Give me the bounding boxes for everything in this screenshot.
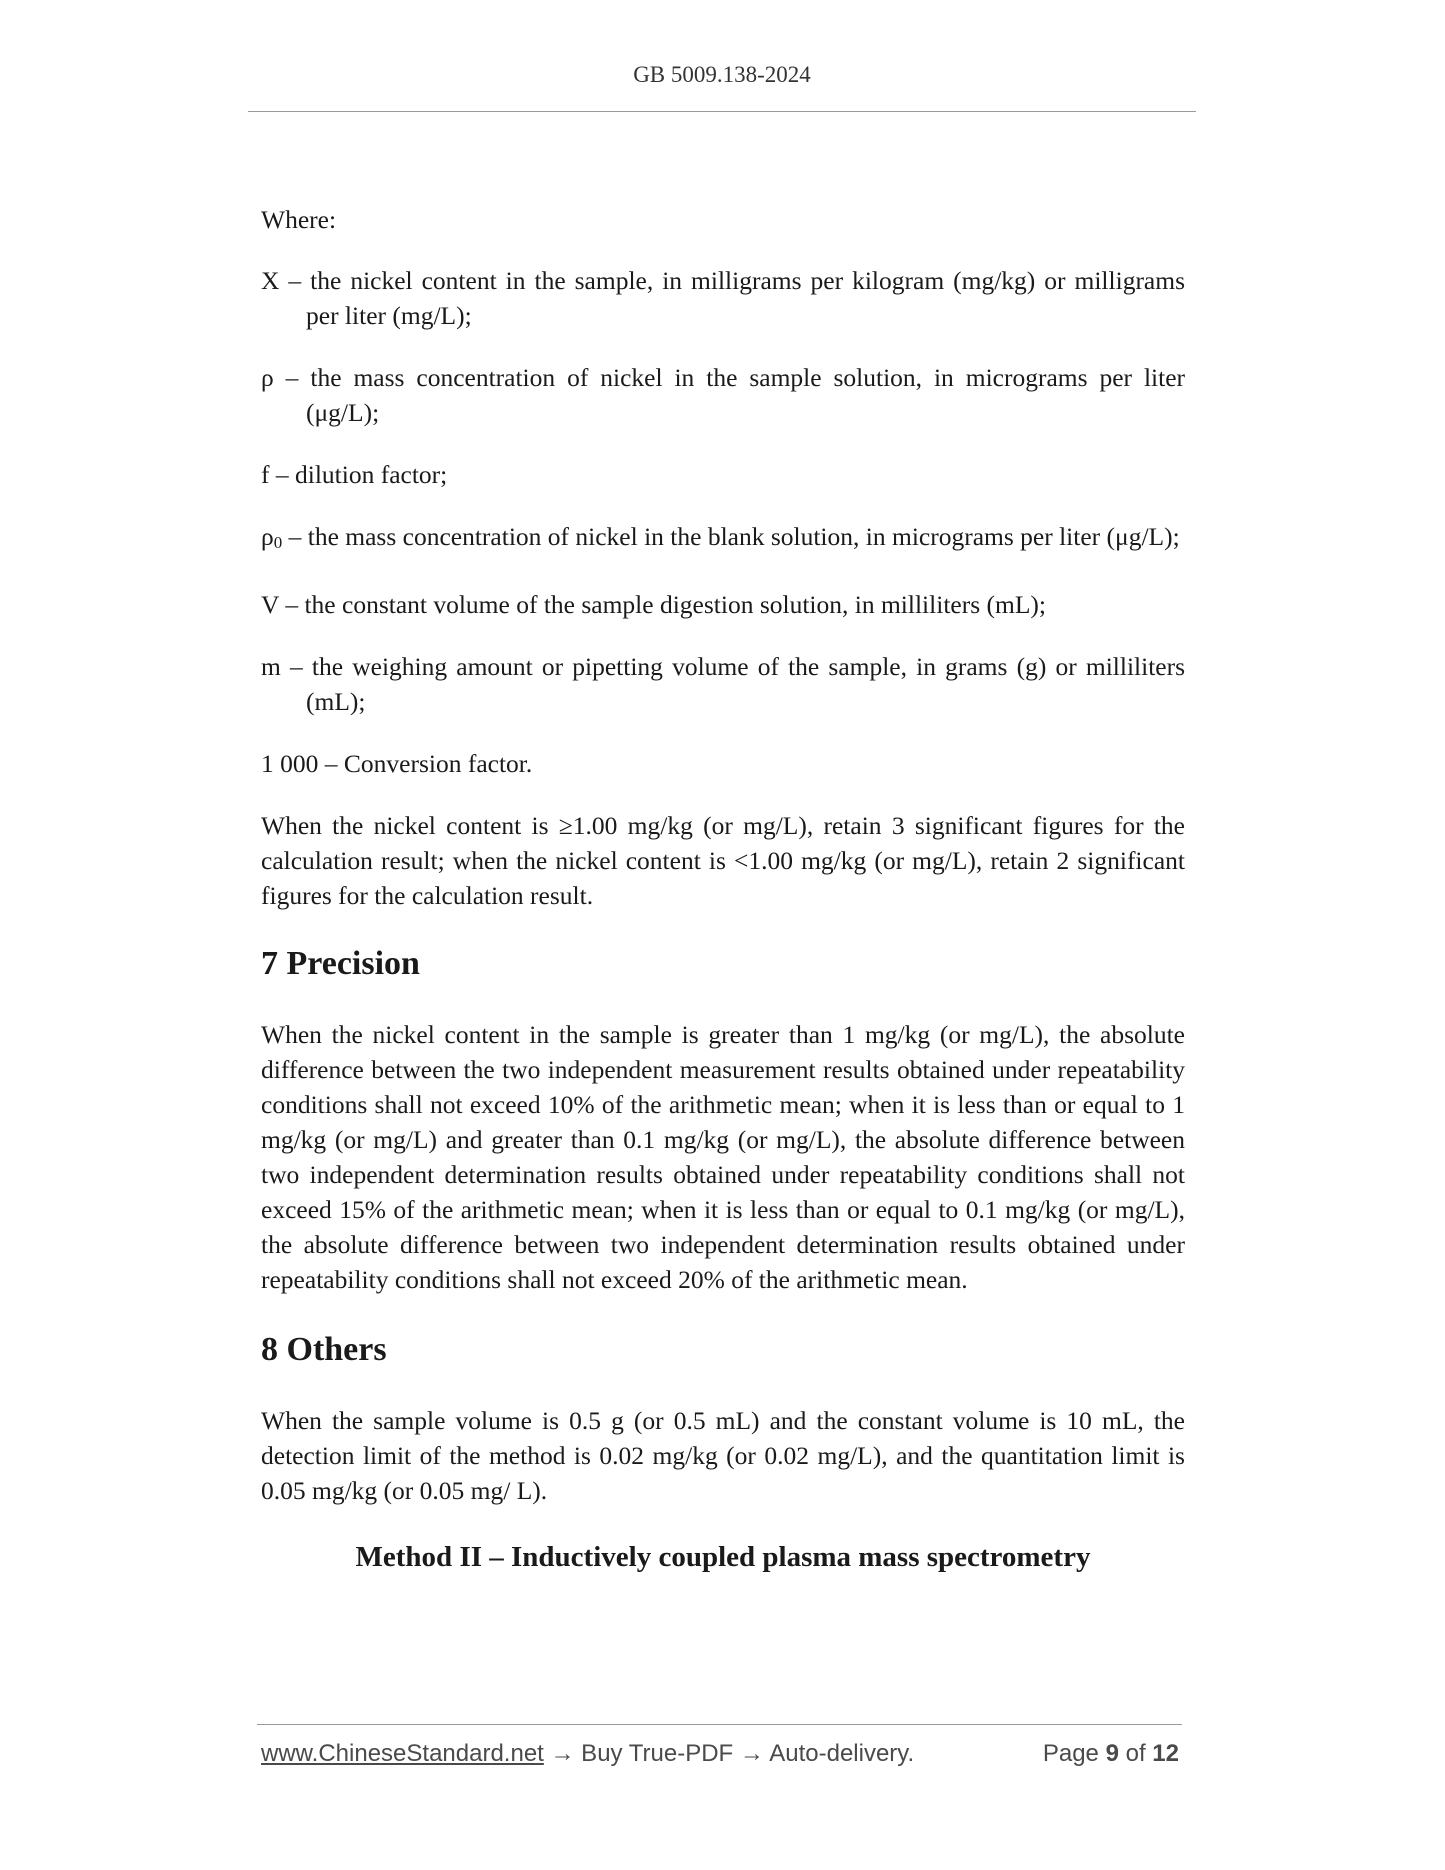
definition-conversion-factor — [261, 746, 1185, 781]
definition-dash: – — [290, 652, 303, 681]
footer-promo — [261, 1740, 914, 1768]
definition-symbol: f — [261, 460, 270, 489]
definition-rho0 — [261, 519, 1185, 560]
definition-v — [261, 587, 1185, 622]
definition-symbol: ρ — [261, 522, 274, 551]
definition-symbol: ρ — [261, 363, 274, 392]
definition-rho — [261, 360, 1185, 430]
section-heading-precision: 7 Precision — [261, 945, 420, 982]
definition-text: dilution factor; — [295, 460, 448, 489]
definition-dash: – — [275, 460, 289, 489]
page-label: Page — [1042, 1740, 1099, 1767]
document-header: GB 5009.138-2024 — [633, 62, 811, 87]
definition-m — [261, 649, 1185, 719]
method-title: Method II – Inductively coupled plasma mass spectrometry — [355, 1541, 1091, 1573]
footer-tagline: → Buy True-PDF → Auto-delivery. — [543, 1740, 915, 1767]
precision-paragraph: When the nickel content in the sample is greater than 1 mg/kg (or mg/L), the absolute difference between the two independent measurement results obtained under repeatability conditions shall not exceed 10% of the arithmetic mean; when it is less than or equal to 1 mg/kg (or mg/L) and greater than 0.1 mg/kg (or mg/L), the absolute difference between two independent determination results obtained under repeatability conditions shall not exceed 15% of the arithmetic mean; when it is less than or equal to 0.1 mg/kg (or mg/L), the absolute difference between two independent determination results obtained under repeatability conditions shall not exceed 20% of the arithmetic mean. — [261, 1020, 1185, 1294]
of-label: of — [1125, 1740, 1146, 1767]
definition-symbol: X — [261, 266, 280, 295]
definition-symbol: m — [261, 652, 281, 681]
page-indicator — [1043, 1740, 1179, 1768]
definition-symbol: V — [261, 590, 279, 619]
chinesestandard-link[interactable]: www.ChineseStandard.net — [261, 1740, 544, 1767]
footer-divider — [257, 1724, 1182, 1725]
definition-symbol: 1 000 — [261, 749, 319, 778]
definition-text: the nickel content in the sample, in milligrams per kilogram (mg/kg) or milligrams per liter (mg/L); — [306, 266, 1186, 330]
definition-dash: – — [285, 363, 299, 392]
current-page-number: 9 — [1105, 1740, 1119, 1767]
definition-text: the mass concentration of nickel in the sample solution, in micrograms per liter (μg/L); — [306, 363, 1186, 427]
page-content — [261, 202, 1185, 1575]
definition-subscript: 0 — [273, 533, 283, 552]
definition-text: the mass concentration of nickel in the blank solution, in micrograms per liter (μg/L); — [307, 522, 1180, 551]
header-divider — [248, 111, 1196, 112]
definition-x — [261, 263, 1185, 333]
definition-dash: – — [288, 522, 302, 551]
definition-text: the weighing amount or pipetting volume of the sample, in grams (g) or milliliters (mL); — [306, 652, 1186, 716]
where-label: Where: — [261, 205, 337, 234]
definition-dash: – — [285, 590, 299, 619]
section-heading-others: 8 Others — [261, 1331, 387, 1368]
significant-figures-note: When the nickel content is ≥1.00 mg/kg (or mg/L), retain 3 significant figures for the calculation result; when the nickel content is <1.00 mg/kg (or mg/L), retain 2 significant figures for the calculation result. — [261, 811, 1185, 910]
others-paragraph: When the sample volume is 0.5 g (or 0.5 mL) and the constant volume is 10 mL, the detection limit of the method is 0.02 mg/kg (or 0.02 mg/L), and the quantitation limit is 0.05 mg/kg (or 0.05 mg/ L). — [261, 1406, 1185, 1505]
definition-text: Conversion factor. — [343, 749, 533, 778]
definition-dash: – — [324, 749, 338, 778]
definition-text: the constant volume of the sample digestion solution, in milliliters (mL); — [304, 590, 1046, 619]
definition-f — [261, 457, 1185, 492]
definition-dash: – — [288, 266, 302, 295]
total-pages-number: 12 — [1152, 1740, 1179, 1767]
